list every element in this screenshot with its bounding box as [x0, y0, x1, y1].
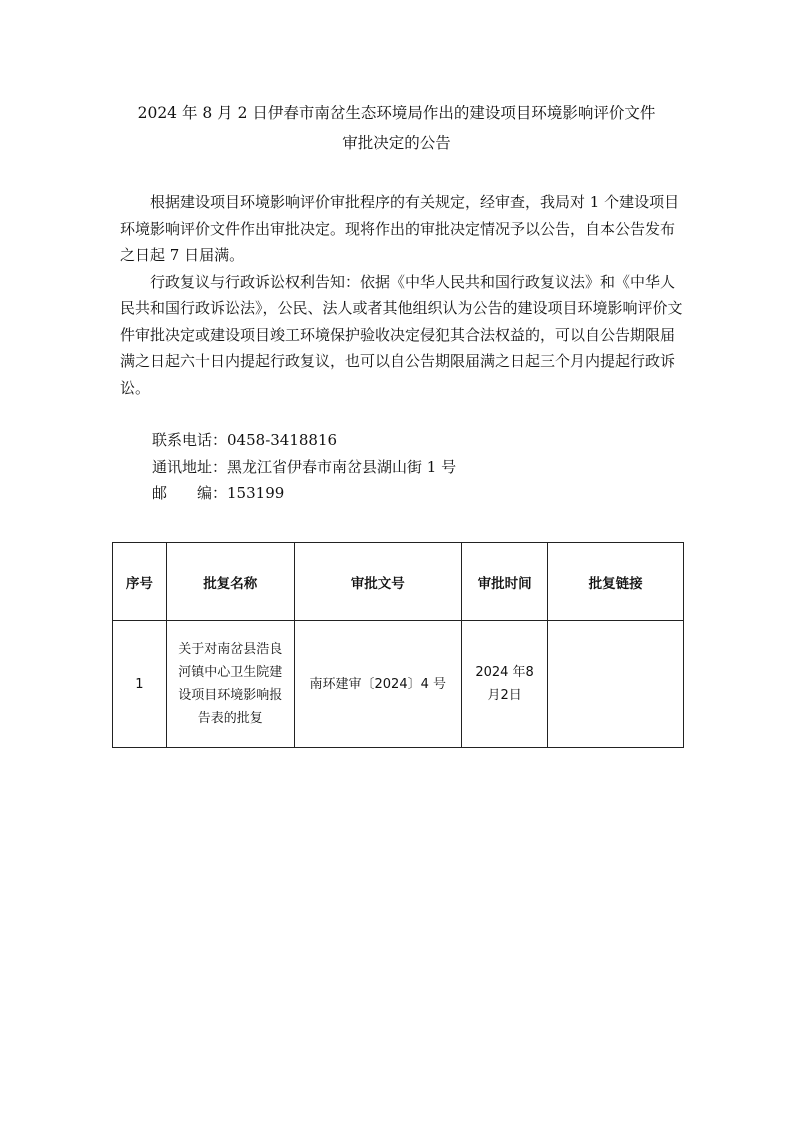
paragraph-review: 根据建设项目环境影响评价审批程序的有关规定，经审查，我局对 1 个建设项目环境影响评价文件作出审批决定。现将作出的审批决定情况予以公告，自本公告发布之日起 7 日届满。 [120, 193, 680, 264]
cell-date [461, 621, 548, 748]
postcode-label: 邮 编： [152, 484, 228, 502]
address-value: 黑龙江省伊春市南岔县湖山街 1 号 [227, 457, 457, 476]
cell-doc-no: 南环建审〔2024〕4 号 [294, 621, 461, 748]
address-label: 通讯地址： [152, 457, 228, 476]
postcode-value: 153199 [227, 484, 285, 502]
document-title [100, 98, 693, 158]
cell-link[interactable] [548, 621, 684, 748]
phone-value: 0458-3418816 [227, 431, 338, 449]
title-line-2: 审批决定的公告 [342, 134, 451, 152]
contact-info [152, 427, 456, 507]
table-header-row [113, 543, 684, 621]
cell-name [166, 621, 294, 748]
table-row [113, 621, 684, 748]
approval-date: 2024 年8月2日 [475, 665, 534, 703]
header-date: 审批时间 [461, 543, 548, 621]
cell-seq: 1 [113, 621, 167, 748]
approval-name: 关于对南岔县浩良河镇中心卫生院建设项目环境影响报告表的批复 [178, 642, 283, 726]
header-doc-no: 审批文号 [294, 543, 461, 621]
header-name: 批复名称 [166, 543, 294, 621]
header-seq: 序号 [113, 543, 167, 621]
paragraph-rights-notice: 行政复议与行政诉讼权利告知：依据《中华人民共和国行政复议法》和《中华人民共和国行政诉讼法》，公民、法人或者其他组织认为公告的建设项目环境影响评价文件审批决定或建设项目竣工环境保护验收决定侵犯其合法权益的，可以自公告期限届满之日起六十日内提起行政复议，也可以自公告期限届满之日起三个月内提起行政诉讼。 [120, 272, 683, 397]
contact-phone-row [152, 427, 456, 454]
notice-body [120, 189, 686, 401]
contact-address-row [152, 454, 456, 481]
title-line-1: 2024 年 8 月 2 日伊春市南岔生态环境局作出的建设项目环境影响评价文件 [137, 104, 656, 122]
header-link: 批复链接 [548, 543, 684, 621]
phone-label: 联系电话： [152, 431, 228, 449]
contact-postcode-row [152, 480, 456, 507]
approval-table [112, 542, 684, 748]
